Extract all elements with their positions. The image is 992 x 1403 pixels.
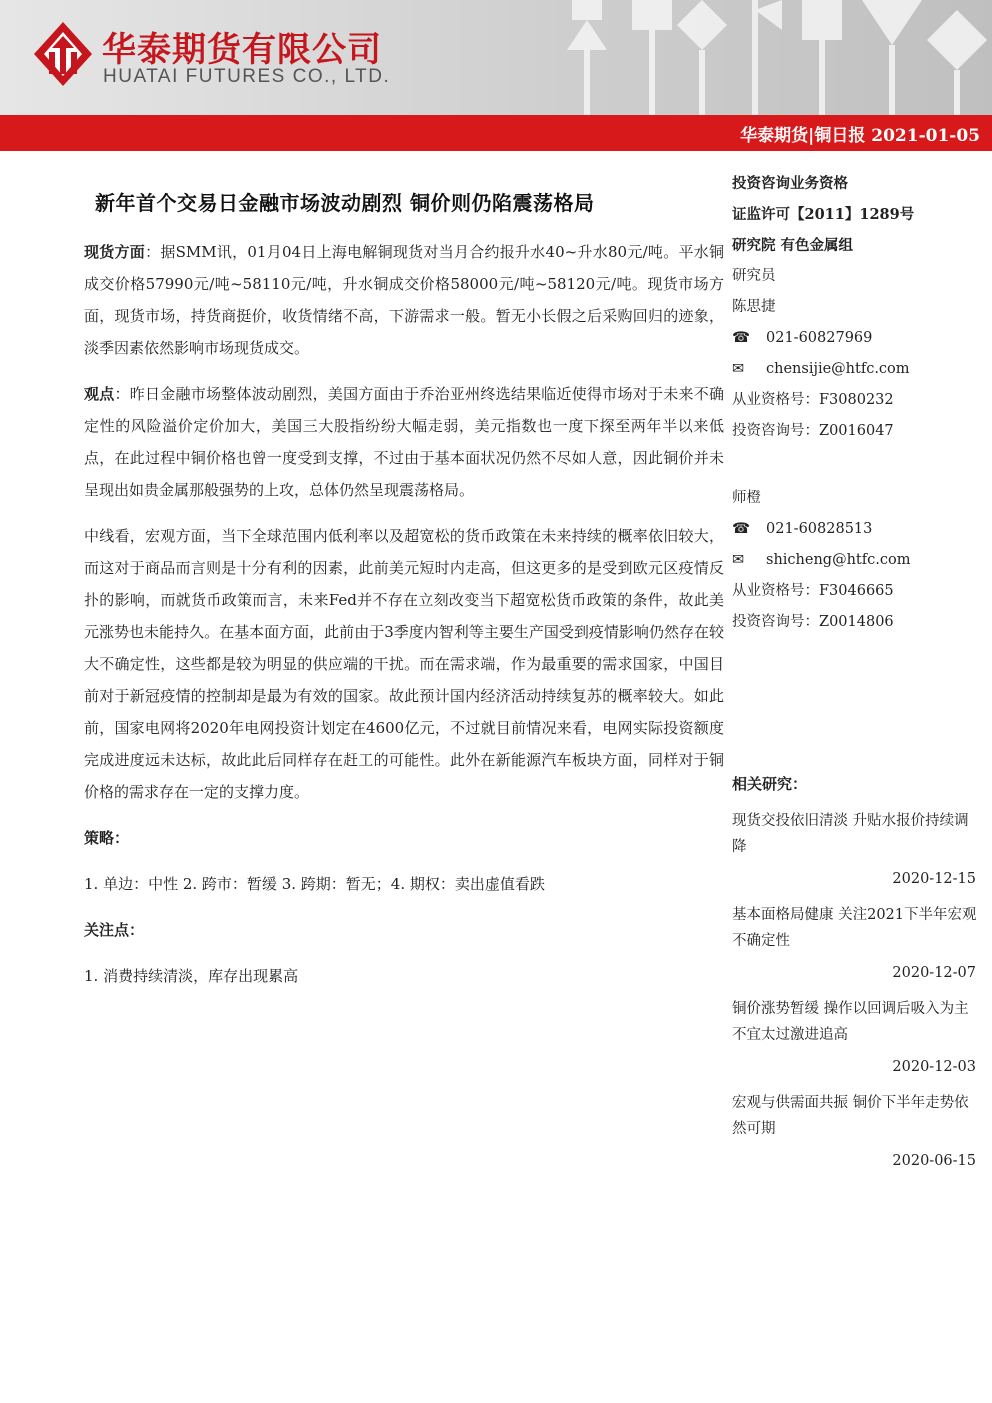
phone-number: 021-60827969 — [766, 330, 873, 346]
analyst-cert: 从业资格号：F3080232 — [732, 392, 894, 408]
sidebar — [732, 168, 982, 638]
company-logo-icon — [34, 22, 92, 86]
strategy-text: 1. 单边：中性 2. 跨市：暂缓 3. 跨期：暂无；4. 期权：卖出虚值看跌 — [84, 875, 545, 893]
qualification: 投资咨询业务资格 — [732, 175, 848, 192]
midterm-paragraph: 中线看，宏观方面，当下全球范围内低利率以及超宽松的货币政策在未来持续的概率依旧较大，而这对于商品而言则是十分有利的因素，此前美元短时内走高，但这更多的是受到欧元区疫情反扑的影响，而就货币政策而言，未来Fed并不存在立刻改变当下超宽松货币政策的条件，故此美元涨势也未能持久。在基本面方面，此前由于3季度内智利等主要生产国受到疫情影响仍然存在较大不确定性，这些都是较为明显的供应端的干扰。而在需求端，作为最重要的需求国家，中国目前对于新冠疫情的控制却是最为有效的国家。故此预计国内经济活动持续复苏的概率较大。如此前，国家电网将2020年电网投资计划定在4600亿元，不过就目前情况来看，电网实际投资额度完成进度远未达标，故此此后同样存在赶工的可能性。此外在新能源汽车板块方面，同样对于铜价格的需求存在一定的支撑力度。 — [84, 527, 724, 801]
related-item-title[interactable]: 现货交投依旧清淡 升贴水报价持续调降 — [732, 813, 969, 855]
spot-label: 现货方面 — [84, 243, 146, 261]
related-research-list — [732, 808, 982, 1184]
role-label: 研究员 — [732, 268, 776, 284]
license-number: 证监许可【2011】1289号 — [732, 206, 915, 223]
view-label: 观点 — [84, 385, 115, 403]
mail-icon: ✉ — [732, 361, 745, 377]
company-name-cn: 华泰期货有限公司 — [102, 30, 382, 70]
analyst-consult: 投资咨询号：Z0016047 — [732, 423, 894, 439]
related-item-date: 2020-12-03 — [892, 1059, 976, 1075]
department: 研究院 有色金属组 — [732, 237, 854, 254]
view-paragraph — [84, 378, 724, 506]
analyst-consult: 投资咨询号：Z0014806 — [732, 614, 894, 630]
related-item-date: 2020-06-15 — [892, 1153, 976, 1169]
view-text: ：昨日金融市场整体波动剧烈，美国方面由于乔治亚州终选结果临近使得市场对于未来不确定性的风险溢价定价加大，美国三大股指纷纷大幅走弱，美元指数也一度下探至两年半以来低点，在此过程中铜价格也曾一度受到支撑，不过由于基本面状况仍然不尽如人意，因此铜价并未呈现出如贵金属那般强势的上攻，总体仍然呈现震荡格局。 — [84, 385, 724, 499]
email-link[interactable]: shicheng@htfc.com — [766, 552, 911, 568]
report-body — [84, 236, 724, 1006]
strategy-heading: 策略： — [84, 829, 130, 847]
related-item-title[interactable]: 铜价涨势暂缓 操作以回调后吸入为主不宜太过激进追高 — [732, 1001, 969, 1043]
phone-number: 021-60828513 — [766, 521, 873, 537]
email-link[interactable]: chensijie@htfc.com — [766, 361, 910, 377]
decorative-pattern — [562, 0, 992, 115]
spot-paragraph — [84, 236, 724, 364]
phone-icon: ☎ — [732, 330, 751, 346]
analyst-name: 陈思捷 — [732, 299, 776, 315]
report-banner-text: 华泰期货|铜日报 2021-01-05 — [740, 126, 980, 146]
related-item-date: 2020-12-15 — [892, 871, 976, 887]
analyst-email — [732, 354, 982, 385]
focus-text: 1. 消费持续清淡，库存出现累高 — [84, 967, 299, 985]
analyst-phone — [732, 514, 982, 545]
report-title: 新年首个交易日金融市场波动剧烈 铜价则仍陷震荡格局 — [95, 191, 595, 215]
focus-heading: 关注点： — [84, 921, 145, 939]
related-research-heading: 相关研究： — [732, 775, 808, 793]
company-name-en: HUATAI FUTURES CO., LTD. — [103, 66, 391, 87]
analyst-email — [732, 545, 982, 576]
mail-icon: ✉ — [732, 552, 745, 568]
spot-text: ：据SMM讯，01月04日上海电解铜现货对当月合约报升水40~升水80元/吨。平水铜成交价格57990元/吨~58110元/吨，升水铜成交价格58000元/吨~58120元/吨。现货市场方面，现货市场，持货商挺价，收货情绪不高，下游需求一般。暂无小长假之后采购回归的迹象，淡季因素依然影响市场现货成交。 — [84, 243, 724, 357]
analyst-name: 师橙 — [732, 490, 761, 506]
analyst-cert: 从业资格号：F3046665 — [732, 583, 894, 599]
phone-icon: ☎ — [732, 521, 751, 537]
related-item-date: 2020-12-07 — [892, 965, 976, 981]
related-item-title[interactable]: 基本面格局健康 关注2021下半年宏观不确定性 — [732, 907, 977, 949]
analyst-phone — [732, 323, 982, 354]
related-item-title[interactable]: 宏观与供需面共振 铜价下半年走势依然可期 — [732, 1095, 969, 1137]
